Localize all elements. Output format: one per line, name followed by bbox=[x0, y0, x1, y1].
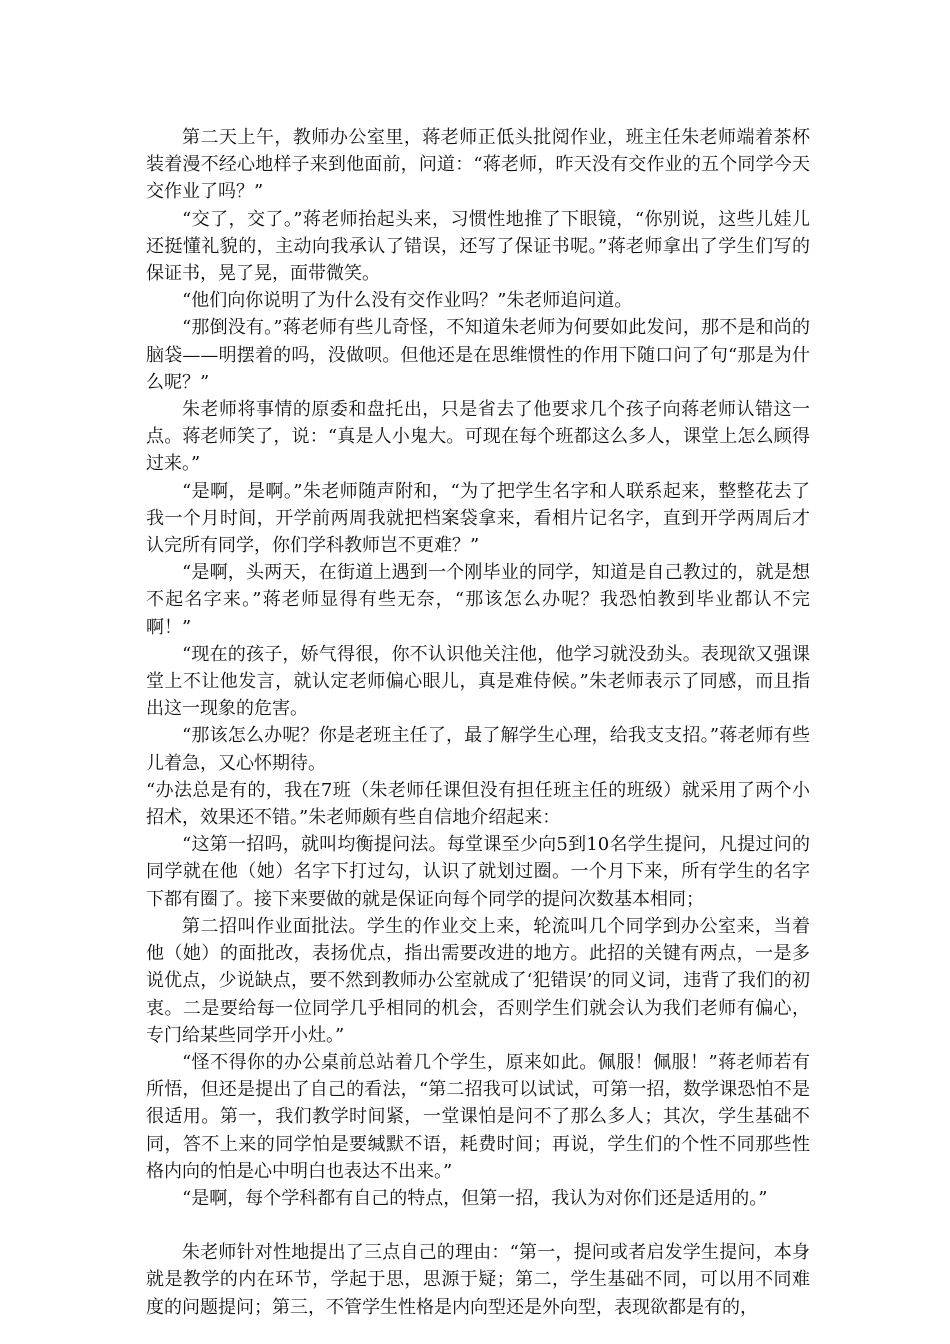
paragraph-11: “这第一招吗，就叫均衡提问法。每堂课至少向5到10名学生提问，凡提过问的同学就在他（她）名字下打过勾，认识了就划过圈。一个月下来，所有学生的名字下都有圈了。接下来要做的就是保证向每个同学的提问次数基本相同； bbox=[146, 834, 810, 910]
paragraph-13: “怪不得你的办公桌前总站着几个学生，原来如此。佩服！佩服！”蒋老师若有所悟，但还是提出了自己的看法，“第二招我可以试试，可第一招，数学课恐怕不是很适用。第一，我们教学时间紧，一堂课怕是问不了那么多人；其次，学生基础不同，答不上来的同学怕是要缄默不语，耗费时间；再说，学生们的个性不同那些性格内向的怕是心中明白也表达不出来。” bbox=[146, 1051, 810, 1182]
paragraph-7: “是啊，头两天，在街道上遇到一个刚毕业的同学，知道是自己教过的，就是想不起名字来。”蒋老师显得有些无奈，“那该怎么办呢？我恐怕教到毕业都认不完啊！” bbox=[146, 562, 810, 638]
paragraph-6: “是啊，是啊。”朱老师随声附和，“为了把学生名字和人联系起来，整整花去了我一个月时间，开学前两周我就把档案袋拿来，看相片记名字，直到开学两周后才认完所有同学，你们学科教师岂不更难？” bbox=[146, 480, 810, 557]
paragraph-4: “那倒没有。”蒋老师有些儿奇怪，不知道朱老师为何要如此发问，那不是和尚的脑袋——明摆着的吗，没做呗。但他还是在思维惯性的作用下随口问了句“那是为什么呢？” bbox=[146, 317, 810, 393]
paragraph-5: 朱老师将事情的原委和盘托出，只是省去了他要求几个孩子向蒋老师认错这一点。蒋老师笑了，说：“真是人小鬼大。可现在每个班都这么多人，课堂上怎么顾得过来。” bbox=[146, 399, 810, 475]
paragraph-8: “现在的孩子，娇气得很，你不认识他关注他，他学习就没劲头。表现欲又强课堂上不让他发言，就认定老师偏心眼儿，真是难侍候。”朱老师表示了同感，而且指出这一现象的危害。 bbox=[146, 643, 810, 720]
paragraph-14: “是啊，每个学科都有自己的特点，但第一招，我认为对你们还是适用的。” bbox=[182, 1187, 768, 1209]
paragraph-15: 朱老师针对性地提出了三点自己的理由：“第一，提问或者启发学生提问，本身就是教学的内在环节，学起于思，思源于疑；第二，学生基础不同，可以用不同难度的问题提问；第三，不管学生性格是内向型还是外向型，表现欲都是有的， bbox=[146, 1242, 810, 1318]
paragraph-1: 第二天上午，教师办公室里，蒋老师正低头批阅作业，班主任朱老师端着茶杯装着漫不经心地样子来到他面前，问道：“蒋老师，昨天没有交作业的五个同学今天交作业了吗？” bbox=[146, 127, 810, 203]
paragraph-3: “他们向你说明了为什么没有交作业吗？”朱老师追问道。 bbox=[182, 290, 633, 312]
paragraph-10: “办法总是有的，我在7班（朱老师任课但没有担任班主任的班级）就采用了两个小招术，效果还不错。”朱老师颇有些自信地介绍起来： bbox=[146, 779, 810, 829]
paragraph-2: “交了，交了。”蒋老师抬起头来，习惯性地推了下眼镜，“你别说，这些儿娃儿还挺懂礼貌的，主动向我承认了错误，还写了保证书呢。”蒋老师拿出了学生们写的保证书，晃了晃，面带微笑。 bbox=[146, 208, 810, 285]
body-text bbox=[146, 124, 810, 1321]
paragraph-9: “那该怎么办呢？你是老班主任了，最了解学生心理，给我支支招。”蒋老师有些儿着急，又心怀期待。 bbox=[146, 725, 810, 774]
paragraph-12: 第二招叫作业面批法。学生的作业交上来，轮流叫几个同学到办公室来，当着他（她）的面批改，表扬优点，指出需要改进的地方。此招的关键有两点，一是多说优点，少说缺点，要不然到教师办公室就成了‘犯错误’的同义词，违背了我们的初衷。二是要给每一位同学几乎相同的机会，否则学生们就会认为我们老师有偏心，专门给某些同学开小灶。” bbox=[146, 915, 810, 1046]
